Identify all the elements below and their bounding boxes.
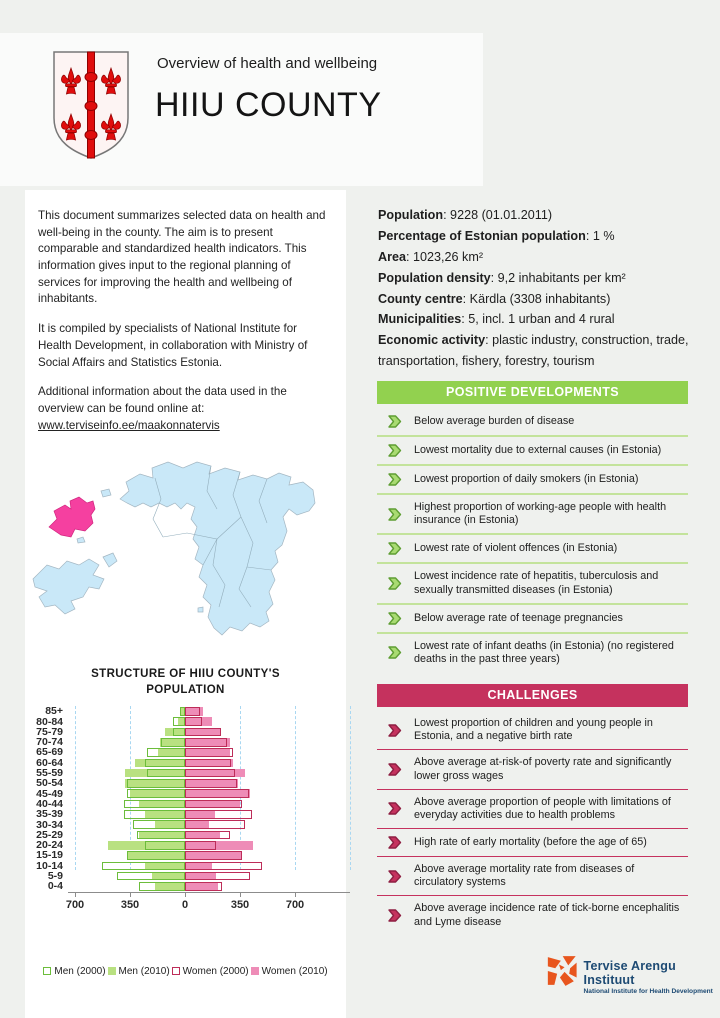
challenge-item-text: Lowest proportion of children and young people in Estonia, and a negative birth rate [414, 717, 653, 743]
positive-item [377, 466, 688, 493]
axis-tick-label: 0 [181, 898, 189, 911]
age-group-label: 55-59 [36, 767, 63, 780]
pyramid-bar [185, 717, 202, 726]
pyramid-bar [127, 851, 185, 860]
pyramid-bar [185, 728, 221, 737]
intro-paragraph-3 [38, 384, 333, 434]
age-group-label: 80-84 [36, 715, 63, 728]
legend-label: Men (2000) [54, 965, 106, 977]
logo-org-subtitle: National Institute for Health Development [583, 988, 713, 995]
pyramid-bar [124, 810, 185, 819]
banner-arrow-icon [387, 908, 402, 923]
positive-developments-header: POSITIVE DEVELOPMENTS [377, 381, 688, 404]
banner-arrow-icon [387, 414, 402, 429]
pyramid-bar [185, 851, 242, 860]
banner-arrow-icon [387, 472, 402, 487]
fact-label: Population density [378, 270, 491, 285]
pyramid-row [36, 756, 350, 769]
pyramid-bar [127, 789, 185, 798]
pyramid-row [36, 859, 350, 872]
fact-label: Area [378, 249, 407, 264]
chart-title: STRUCTURE OF HIIU COUNTY'S POPULATION [91, 668, 280, 696]
pyramid-bar [185, 789, 249, 798]
intro-link-prefix: Additional information about the data used in the overview can be found online at: [38, 385, 287, 415]
age-group-label: 40-44 [36, 797, 63, 810]
pyramid-bar [133, 820, 185, 829]
positive-item-text: Lowest mortality due to external causes (in Estonia) [414, 443, 662, 456]
pyramid-bar [185, 882, 222, 891]
axis-tick [240, 893, 241, 897]
fact-row: County centre: Kärdla (3308 inhabitants) [378, 291, 611, 306]
age-group-label: 25-29 [36, 828, 63, 841]
legend-label: Men (2010) [118, 965, 170, 977]
age-group-label: 30-34 [36, 818, 63, 831]
chart-legend [25, 966, 346, 977]
pyramid-bar [127, 779, 185, 788]
age-group-label: 15-19 [36, 849, 63, 862]
challenge-item-text: High rate of early mortality (before the age of 65) [414, 835, 647, 848]
pyramid-bar [185, 748, 233, 757]
intro-paragraph-1: This document summarizes selected data on health and well-being in the county. The aim is to present comparable and standardized health indicators. This information gives input to the regional planning of services for improving the health and wellbeing of inhabitants. [38, 209, 326, 306]
axis-tick [185, 893, 186, 897]
pyramid-bar [185, 831, 230, 840]
challenges-list [377, 711, 688, 935]
challenge-item [377, 711, 688, 749]
fact-row: Area: 1023,26 km² [378, 249, 484, 264]
axis-tick-label: 700 [65, 898, 85, 911]
positive-item [377, 535, 688, 562]
positive-item-text: Lowest rate of infant deaths (in Estonia) (no registered deaths in the past three years) [414, 639, 674, 665]
pyramid-bar [117, 872, 185, 881]
challenge-item-text: Above average proportion of people with limitations of everyday activities due to health problems [414, 795, 671, 821]
banner-arrow-icon [387, 762, 402, 777]
fact-row: Economic activity: plastic industry, construction, trade, transportation, fishery, forestry, tourism [378, 333, 689, 369]
banner-arrow-icon [387, 443, 402, 458]
pyramid-bar [185, 779, 237, 788]
positive-developments-list [377, 408, 688, 672]
age-group-label: 85+ [45, 705, 63, 718]
age-group-label: 75-79 [36, 725, 63, 738]
challenge-item [377, 857, 688, 895]
positive-item [377, 564, 688, 602]
kassari-island [77, 537, 85, 543]
saaremaa-island [33, 559, 104, 614]
pyramid-row [36, 849, 350, 862]
age-group-label: 45-49 [36, 787, 63, 800]
axis-tick [295, 893, 296, 897]
banner-arrow-icon [387, 541, 402, 556]
pyramid-bar [137, 831, 185, 840]
pyramid-row [36, 767, 350, 780]
kihnu-island [198, 607, 203, 612]
axis-tick [130, 893, 131, 897]
pyramid-row [36, 797, 350, 810]
age-group-label: 20-24 [36, 839, 63, 852]
fact-row: Population density: 9,2 inhabitants per km² [378, 270, 626, 285]
fact-label: County centre [378, 291, 463, 306]
pyramid-row [45, 705, 350, 718]
pyramid-bar [185, 800, 242, 809]
fact-label: Percentage of Estonian population [378, 228, 586, 243]
pyramid-bar [147, 748, 186, 757]
banner-arrow-icon [387, 723, 402, 738]
age-group-label: 0-4 [47, 880, 63, 893]
pyramid-row [36, 808, 350, 821]
hiiu-county-highlight [49, 497, 95, 537]
left-panel [25, 190, 346, 1018]
challenge-item [377, 790, 688, 828]
positive-item-text: Lowest rate of violent offences (in Estonia) [414, 542, 618, 555]
banner-arrow-icon [387, 801, 402, 816]
intro-paragraph-2: It is compiled by specialists of National Institute for Health Development, in collaboration with Ministry of Social Affairs and Statistics Estonia. [38, 322, 308, 369]
age-group-label: 35-39 [36, 808, 63, 821]
banner-arrow-icon [387, 507, 402, 522]
pyramid-bar [185, 738, 227, 747]
pyramid-bar [185, 769, 235, 778]
estonia-mainland [120, 462, 315, 635]
pyramid-row [36, 777, 350, 790]
positive-item [377, 634, 688, 672]
x-axis [65, 892, 350, 914]
pyramid-bar [185, 862, 262, 871]
fact-label: Economic activity [378, 333, 486, 348]
challenge-item [377, 750, 688, 788]
intro-text [25, 190, 346, 434]
axis-tick [75, 893, 76, 897]
pyramid-row [47, 870, 350, 883]
county-facts [378, 205, 690, 372]
banner-arrow-icon [387, 835, 402, 850]
pyramid-row [47, 880, 350, 893]
legend-item [108, 966, 170, 977]
challenge-item [377, 896, 688, 934]
legend-label: Women (2000) [182, 965, 249, 977]
age-group-label: 5-9 [47, 870, 63, 883]
pyramid-bar [102, 862, 185, 871]
positive-item-text: Lowest proportion of daily smokers (in Estonia) [414, 472, 639, 485]
pyramid-row [36, 715, 350, 728]
terviseinfo-link[interactable]: www.terviseinfo.ee/maakonnatervis [38, 418, 220, 432]
pyramid-rows [36, 705, 350, 893]
legend-item [43, 966, 105, 977]
vormsi-island [101, 489, 111, 497]
positive-item-text: Highest proportion of working-age people with health insurance (in Estonia) [414, 501, 667, 527]
population-pyramid-chart [25, 667, 346, 976]
legend-swatch [108, 967, 116, 975]
positive-item [377, 605, 688, 632]
age-group-label: 70-74 [36, 736, 63, 749]
positive-item [377, 495, 688, 533]
pyramid-bar [145, 759, 185, 768]
positive-item [377, 437, 688, 464]
positive-item-text: Below average burden of disease [414, 414, 575, 427]
legend-swatch [172, 967, 180, 975]
tai-starburst-icon [546, 953, 578, 989]
page-title: HIIU COUNTY [155, 86, 382, 124]
logo-org-name: Tervise Arengu Instituut [583, 959, 676, 987]
pyramid-row [36, 818, 350, 831]
muhu-island [103, 553, 117, 567]
pyramid-row [36, 787, 350, 800]
positive-item [377, 408, 688, 435]
pyramid-bar [124, 800, 185, 809]
pyramid-bar [161, 738, 185, 747]
positive-item-text: Below average rate of teenage pregnancies [414, 611, 623, 624]
pyramid-row [36, 736, 350, 749]
age-group-label: 65-69 [36, 746, 63, 759]
pyramid-bar [173, 728, 185, 737]
report-eyebrow: Overview of health and wellbeing [157, 55, 378, 72]
challenge-item [377, 829, 688, 856]
age-group-label: 60-64 [36, 756, 63, 769]
legend-swatch [251, 967, 259, 975]
pyramid-bar [185, 820, 245, 829]
coat-of-arms-icon [52, 50, 130, 165]
legend-swatch [43, 967, 51, 975]
challenge-item-text: Above average mortality rate from diseases of circulatory systems [414, 863, 635, 889]
fact-label: Municipalities [378, 312, 462, 327]
positive-item-text: Lowest incidence rate of hepatitis, tuberculosis and sexually transmitted diseases (in Estonia) [414, 570, 659, 596]
pyramid-row [36, 839, 350, 852]
axis-tick-label: 700 [285, 898, 305, 911]
estonia-map [27, 447, 346, 657]
banner-arrow-icon [387, 869, 402, 884]
challenges-header: CHALLENGES [377, 684, 688, 707]
pyramid-row [36, 746, 350, 759]
legend-item [251, 966, 328, 977]
axis-tick-label: 350 [230, 898, 250, 911]
pyramid-bar [139, 882, 185, 891]
gridline [350, 706, 351, 869]
fact-row: Percentage of Estonian population: 1 % [378, 228, 615, 243]
fact-row: Population: 9228 (01.01.2011) [378, 208, 553, 222]
pyramid-bar [185, 707, 200, 716]
banner-arrow-icon [387, 576, 402, 591]
banner-arrow-icon [387, 645, 402, 660]
legend-label: Women (2010) [261, 965, 328, 977]
axis-tick-label: 350 [120, 898, 140, 911]
pyramid-row [36, 828, 350, 841]
pyramid-bar [145, 841, 185, 850]
pyramid-bar [185, 872, 250, 881]
pyramid-bar [147, 769, 186, 778]
pyramid-row [36, 725, 350, 738]
fact-row: Municipalities: 5, incl. 1 urban and 4 rural [378, 312, 615, 327]
tai-logo [546, 953, 720, 995]
pyramid-bar [185, 759, 231, 768]
challenge-item-text: Above average at-risk-of poverty rate and significantly lower gross wages [414, 756, 672, 782]
challenge-item-text: Above average incidence rate of tick-borne encephalitis and Lyme disease [414, 902, 680, 928]
banner-arrow-icon [387, 611, 402, 626]
age-group-label: 50-54 [36, 777, 63, 790]
pyramid-bar [185, 841, 216, 850]
pyramid-bar [173, 717, 185, 726]
legend-item [172, 966, 249, 977]
pyramid-bar [185, 810, 252, 819]
fact-label: Population [378, 208, 444, 222]
age-group-label: 10-14 [36, 859, 63, 872]
